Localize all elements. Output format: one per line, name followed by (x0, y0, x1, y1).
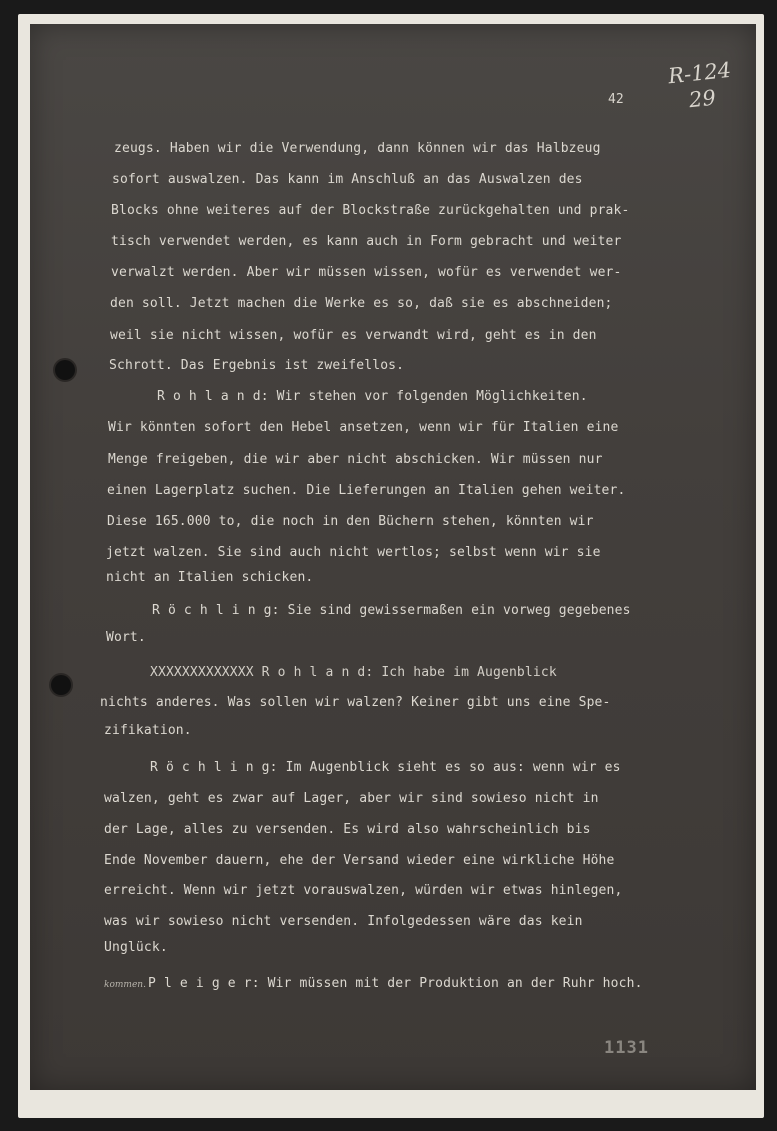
speaker-line: R ö c h l i n g: Im Augenblick sieht es so aus: wenn wir es (150, 760, 621, 775)
text-line: verwalzt werden. Aber wir müssen wissen, wofür es verwendet wer- (111, 265, 622, 280)
text-line: sofort auswalzen. Das kann im Anschluß an das Auswalzen des (112, 172, 583, 187)
handwritten-archive-reference (661, 56, 740, 115)
text-line: jetzt walzen. Sie sind auch nicht wertlos; selbst wenn wir sie (106, 545, 601, 560)
text-line: Wort. (106, 630, 146, 645)
document-number-stamp: 1131 (604, 1038, 649, 1058)
text-line: Unglück. (104, 940, 168, 955)
text-line: den soll. Jetzt machen die Werke es so, daß sie es abschneiden; (110, 296, 613, 311)
text-line: nichts anderes. Was sollen wir walzen? Keiner gibt uns eine Spe- (100, 695, 611, 710)
text-line: zeugs. Haben wir die Verwendung, dann können wir das Halbzeug (114, 141, 601, 156)
punch-hole-upper (55, 360, 75, 380)
text-line: Menge freigeben, die wir aber nicht abschicken. Wir müssen nur (108, 452, 603, 467)
text-line: walzen, geht es zwar auf Lager, aber wir sind sowieso nicht in (104, 791, 599, 806)
speaker-line: R ö c h l i n g: Sie sind gewissermaßen ein vorweg gegebenes (152, 603, 631, 618)
text-line: tisch verwendet werden, es kann auch in Form gebracht und weiter (111, 234, 622, 249)
page-number: 42 (608, 92, 624, 107)
archive-ref-line-1: R-124 (667, 57, 733, 89)
text-line: der Lage, alles zu versenden. Es wird also wahrscheinlich bis (104, 822, 591, 837)
punch-hole-lower (51, 675, 71, 695)
text-line: was wir sowieso nicht versenden. Infolgedessen wäre das kein (104, 914, 583, 929)
text-line: Wir könnten sofort den Hebel ansetzen, wenn wir für Italien eine (108, 420, 619, 435)
text-line: einen Lagerplatz suchen. Die Lieferungen an Italien gehen weiter. (107, 483, 626, 498)
text-line: erreicht. Wenn wir jetzt vorauswalzen, würden wir etwas hinlegen, (104, 883, 623, 898)
handwritten-margin-note: kommen. (104, 980, 146, 990)
archive-ref-line-2: 29 (687, 85, 717, 113)
speaker-line-with-strikeout: XXXXXXXXXXXXX R o h l a n d: Ich habe im Augenblick (150, 665, 557, 680)
speaker-line: P l e i g e r: Wir müssen mit der Produktion an der Ruhr hoch. (148, 976, 643, 991)
text-line: Blocks ohne weiteres auf der Blockstraße zurückgehalten und prak- (111, 203, 630, 218)
speaker-line: R o h l a n d: Wir stehen vor folgenden Möglichkeiten. (157, 389, 588, 404)
text-line: zifikation. (104, 723, 192, 738)
text-line: Ende November dauern, ehe der Versand wieder eine wirkliche Höhe (104, 853, 615, 868)
text-line: Schrott. Das Ergebnis ist zweifellos. (109, 358, 405, 373)
text-line: weil sie nicht wissen, wofür es verwandt wird, geht es in den (110, 328, 597, 343)
text-line: nicht an Italien schicken. (106, 570, 314, 585)
text-line: Diese 165.000 to, die noch in den Büchern stehen, könnten wir (107, 514, 594, 529)
